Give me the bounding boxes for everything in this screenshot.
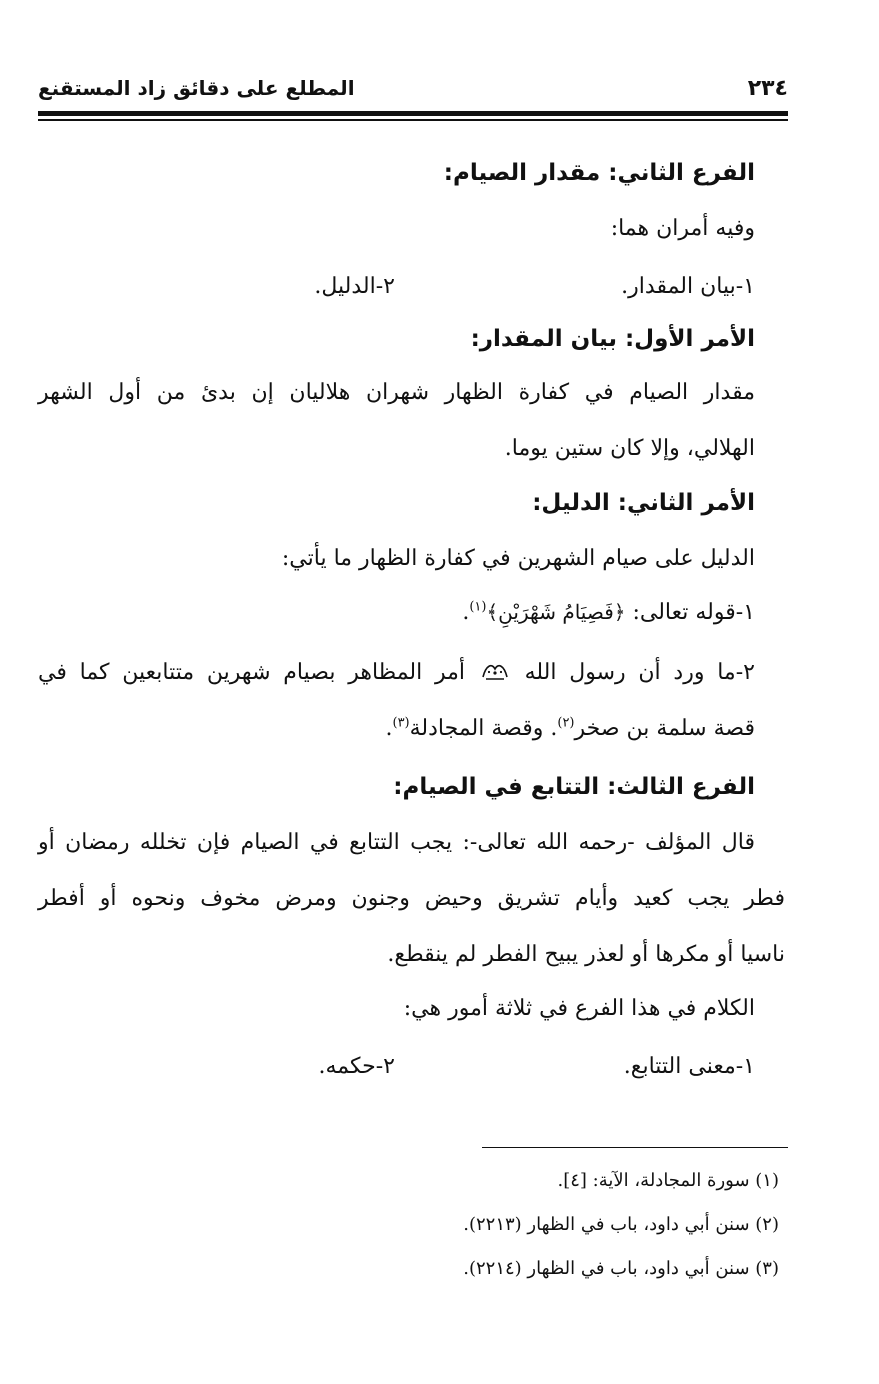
quote-line2: فطر يجب كعيد وأيام تشريق وحيض وجنون ومرض مخوف ونحوه أو أفطر — [38, 886, 785, 911]
footnote-ref-3: (٣) — [392, 715, 410, 731]
list2-item1: ١-معنى التتابع. — [623, 1054, 755, 1079]
heading-matter-2: الأمر الثاني: الدليل: — [532, 490, 755, 516]
three-matters-intro: الكلام في هذا الفرع في ثلاثة أمور هي: — [403, 996, 755, 1021]
quran-verse: ﴿فَصِيَامُ شَهْرَيْنِ﴾ — [486, 600, 626, 624]
list1-item2: ٢-الدليل. — [314, 274, 395, 299]
footnote-1: (١) سورة المجادلة، الآية: [٤]. — [557, 1170, 779, 1191]
evidence-intro: الدليل على صيام الشهرين في كفارة الظهار ما يأتي: — [281, 546, 755, 571]
intro-two-matters: وفيه أمران هما: — [610, 216, 755, 241]
evidence-2-line1-a: ٢-ما ورد أن رسول الله — [524, 660, 755, 685]
quote-line3: ناسيا أو مكرها أو لعذر يبيح الفطر لم ينقطع. — [387, 942, 785, 967]
list2-item2: ٢-حكمه. — [318, 1054, 395, 1079]
book-title: المطلع على دقائق زاد المستقنع — [38, 76, 355, 100]
list1-item1: ١-بيان المقدار. — [621, 274, 755, 299]
footnote-2: (٢) سنن أبي داود، باب في الظهار (٢٢١٣). — [463, 1214, 779, 1235]
paragraph-amount-line2: الهلالي، وإلا كان ستين يوما. — [504, 436, 755, 461]
heading-branch-3: الفرع الثالث: التتابع في الصيام: — [393, 774, 755, 800]
evidence-2-line1-b: أمر المظاهر بصيام شهرين متتابعين كما في — [38, 660, 466, 685]
page-number: ٢٣٤ — [747, 76, 788, 101]
heading-matter-1: الأمر الأول: بيان المقدار: — [470, 326, 755, 352]
quote-line1: قال المؤلف -رحمه الله تعالى-: يجب التتابع في الصيام فإن تخلله رمضان أو — [38, 830, 755, 855]
evidence-2-line2-b: . وقصة المجادلة — [409, 716, 558, 741]
heading-branch-2: الفرع الثاني: مقدار الصيام: — [443, 160, 755, 186]
footnote-ref-1: (١) — [469, 599, 487, 615]
evidence-2-line2-a: قصة سلمة بن صخر — [574, 716, 755, 741]
paragraph-amount-line1: مقدار الصيام في كفارة الظهار شهران هلاليان إن بدئ من أول الشهر — [38, 380, 755, 405]
footnote-ref-2: (٢) — [557, 715, 575, 731]
footnotes — [200, 0, 779, 1384]
evidence-1-prefix: ١-قوله تعالى: — [632, 600, 755, 625]
evidence-2-line2-end: . — [385, 716, 393, 741]
footnote-3: (٣) سنن أبي داود، باب في الظهار (٢٢١٤). — [463, 1258, 779, 1279]
evidence-1-end: . — [462, 600, 470, 625]
